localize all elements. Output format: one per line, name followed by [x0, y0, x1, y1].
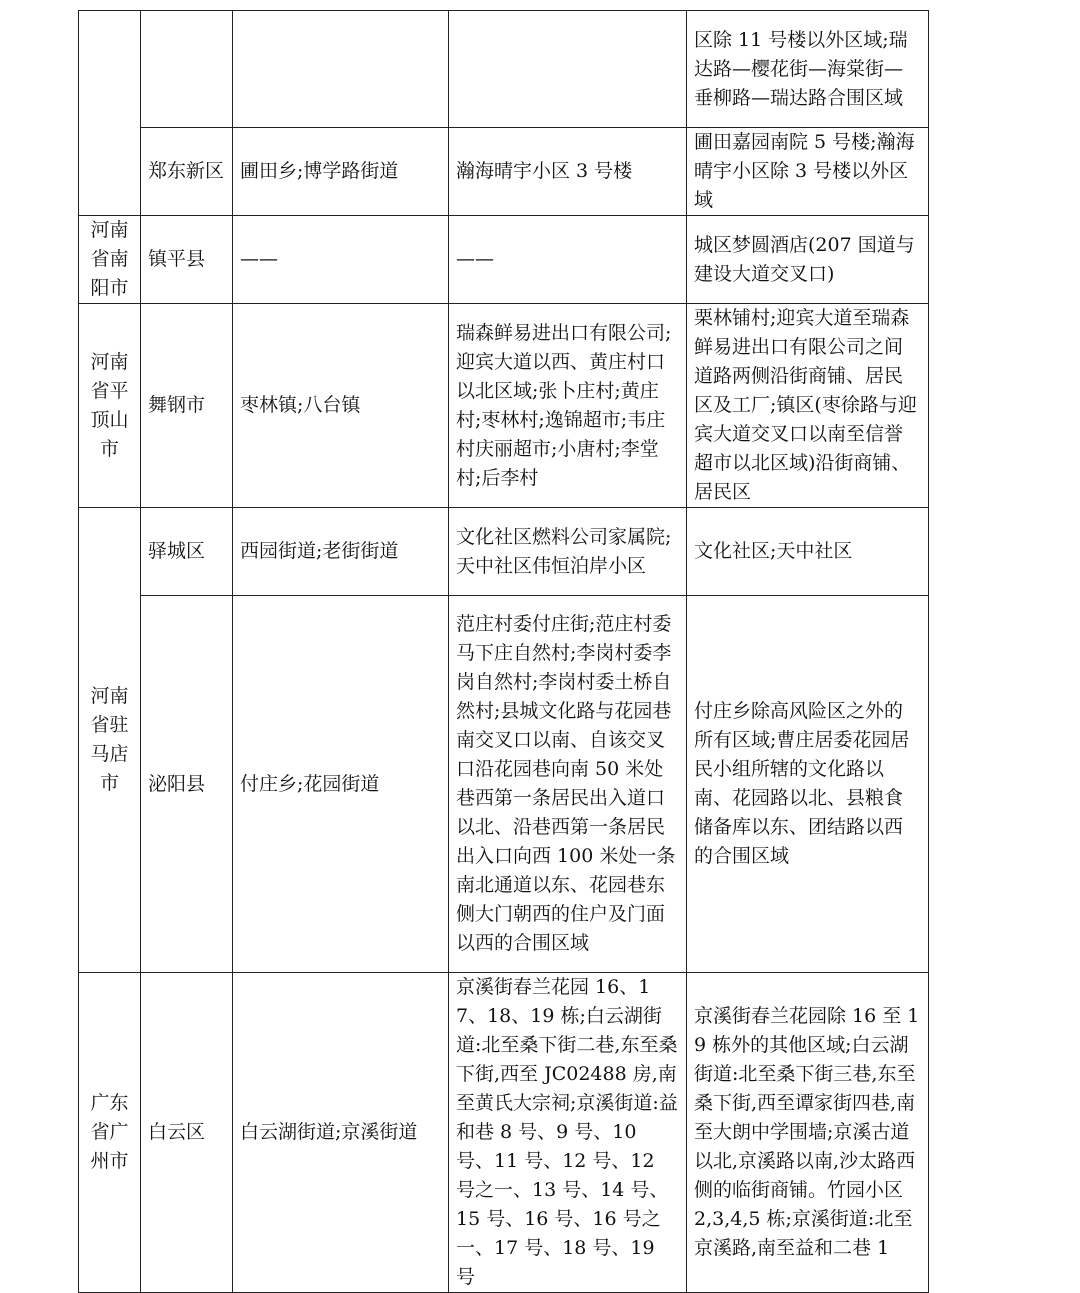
- county-text: 郑东新区: [148, 160, 225, 182]
- township-text: 枣林镇;八台镇: [240, 394, 361, 416]
- province-cell: [79, 508, 141, 973]
- high-risk-cell: [449, 973, 687, 1293]
- province-cell: [79, 973, 141, 1293]
- high-risk-cell: [449, 596, 687, 973]
- high-risk-text: 范庄村委付庄街;范庄村委马下庄自然村;李岗村委李岗自然村;李岗村委土桥自然村;县城文化路与花园巷南交叉口以南、自该交叉口沿花园巷向南 50 米处巷西第一条居民出入道口以北、沿巷西第一条居民出入口向西 100 米处一条南北通道以东、花园巷东侧大门朝西的住户及门面以西的合围区域: [456, 613, 676, 954]
- table-row: [79, 596, 929, 973]
- province-text: 河南省南阳市: [90, 219, 129, 299]
- province-cell: [79, 304, 141, 508]
- mid-risk-text: 栗林铺村;迎宾大道至瑞森鲜易进出口有限公司之间道路两侧沿街商铺、居民区及工厂;镇区(枣徐路与迎宾大道交叉口以南至信誉超市以北区域)沿街商铺、居民区: [694, 307, 917, 503]
- township-cell: [233, 11, 449, 128]
- province-text: 河南省驻马店市: [90, 685, 129, 794]
- county-text: 舞钢市: [148, 394, 206, 416]
- high-risk-cell: [449, 216, 687, 304]
- township-cell: [233, 973, 449, 1293]
- high-risk-text: 瑞森鲜易进出口有限公司;迎宾大道以西、黄庄村口以北区域;张卜庄村;黄庄村;枣林村;逸锦超市;韦庄村庆丽超市;小唐村;李堂村;后李村: [456, 321, 672, 489]
- mid-risk-text: 京溪街春兰花园除 16 至 19 栋外的其他区域;白云湖街道:北至桑下街三巷,东至桑下街,西至谭家街四巷,南至大朗中学围墙;京溪古道以北,京溪路以南,沙太路西侧的临街商铺。竹园小区 2,3,4,5 栋;京溪街道:北至京溪路,南至益和二巷 1: [694, 1005, 920, 1259]
- mid-risk-cell: [687, 508, 929, 596]
- mid-risk-cell: [687, 128, 929, 216]
- province-text: 广东省广州市: [90, 1092, 129, 1172]
- township-text: ——: [240, 248, 278, 270]
- county-cell: [141, 596, 233, 973]
- table-row: [79, 11, 929, 128]
- province-cell: [79, 216, 141, 304]
- high-risk-cell: [449, 508, 687, 596]
- county-cell: [141, 216, 233, 304]
- mid-risk-cell: [687, 304, 929, 508]
- mid-risk-text: 圃田嘉园南院 5 号楼;瀚海晴宇小区除 3 号楼以外区域: [694, 131, 915, 211]
- county-text: 镇平县: [148, 248, 206, 270]
- mid-risk-cell: [687, 973, 929, 1293]
- mid-risk-cell: [687, 216, 929, 304]
- mid-risk-cell: [687, 11, 929, 128]
- county-cell: [141, 508, 233, 596]
- township-cell: [233, 216, 449, 304]
- township-cell: [233, 508, 449, 596]
- province-cell: [79, 11, 141, 216]
- province-text: 河南省平顶山市: [90, 350, 129, 460]
- mid-risk-text: 付庄乡除高风险区之外的所有区域;曹庄居委花园居民小组所辖的文化路以南、花园路以北、县粮食储备库以东、团结路以西的合围区域: [694, 700, 910, 867]
- township-text: 圃田乡;博学路街道: [240, 160, 399, 182]
- township-text: 西园街道;老街街道: [240, 540, 399, 562]
- risk-area-table: [78, 10, 929, 1293]
- mid-risk-cell: [687, 596, 929, 973]
- table-row: [79, 216, 929, 304]
- county-cell: [141, 973, 233, 1293]
- township-cell: [233, 596, 449, 973]
- mid-risk-text: 文化社区;天中社区: [694, 540, 853, 562]
- mid-risk-text: 区除 11 号楼以外区域;瑞达路—樱花街—海棠街—垂柳路—瑞达路合围区域: [694, 28, 908, 109]
- county-cell: [141, 11, 233, 128]
- high-risk-text: 京溪街春兰花园 16、17、18、19 栋;白云湖街道:北至桑下街二巷,东至桑下街,西至 JC02488 房,南至黄氏大宗祠;京溪街道:益和巷 8 号、9 号、10 号、11 号、12 号、12 号之一、13 号、14 号、15 号、16 号、16 号之一、17 号、18 号、19 号: [456, 976, 678, 1288]
- high-risk-cell: [449, 11, 687, 128]
- table-row: [79, 128, 929, 216]
- township-cell: [233, 128, 449, 216]
- table-row: [79, 508, 929, 596]
- county-cell: [141, 128, 233, 216]
- table-row: [79, 304, 929, 508]
- high-risk-cell: [449, 304, 687, 508]
- county-text: 泌阳县: [148, 772, 206, 795]
- township-text: 付庄乡;花园街道: [240, 772, 380, 795]
- township-text: 白云湖街道;京溪街道: [240, 1121, 418, 1143]
- township-cell: [233, 304, 449, 508]
- mid-risk-text: 城区梦圆酒店(207 国道与建设大道交叉口): [694, 233, 915, 285]
- high-risk-text: ——: [456, 248, 494, 270]
- high-risk-text: 文化社区燃料公司家属院;天中社区伟恒泊岸小区: [456, 525, 672, 577]
- high-risk-cell: [449, 128, 687, 216]
- high-risk-text: 瀚海晴宇小区 3 号楼: [456, 160, 633, 182]
- county-text: 白云区: [148, 1121, 206, 1143]
- county-text: 驿城区: [148, 540, 206, 562]
- county-cell: [141, 304, 233, 508]
- table-row: [79, 973, 929, 1293]
